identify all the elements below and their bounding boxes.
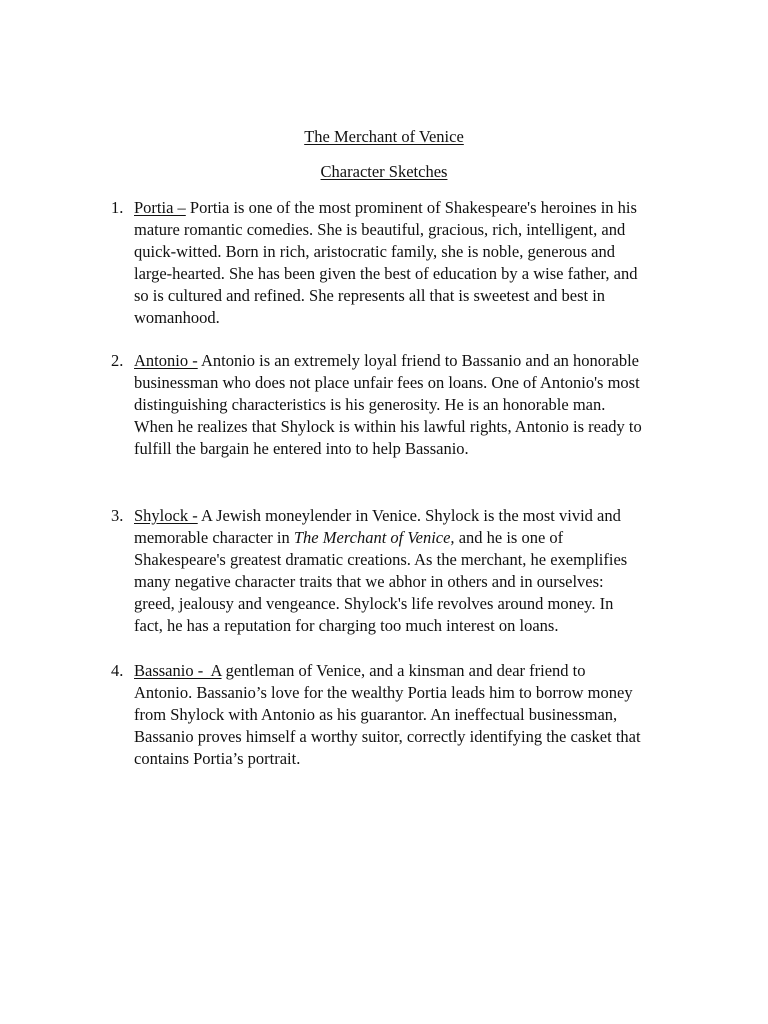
text-line: so is cultured and refined. She represents all that is sweetest and best in xyxy=(134,286,606,305)
text-line: When he realizes that Shylock is within his lawful rights, Antonio is ready to xyxy=(134,417,642,436)
text-line: many negative character traits that we abhor in others and in ourselves: xyxy=(134,572,604,591)
item-number: 3. xyxy=(111,506,124,525)
text-line: businessman who does not place unfair fees on loans. One of Antonio's most xyxy=(134,373,640,392)
text-line: quick-witted. Born in rich, aristocratic family, she is noble, generous and xyxy=(134,242,615,261)
text-line: mature romantic comedies. She is beautiful, gracious, rich, intelligent, and xyxy=(134,220,626,239)
text-line: A Jewish moneylender in Venice. Shylock is the most vivid and xyxy=(200,506,621,525)
text-line: Portia is one of the most prominent of Shakespeare's heroines in his xyxy=(189,198,637,217)
character-name: Bassanio - A xyxy=(134,661,222,680)
character-sketch-antonio xyxy=(111,350,691,460)
character-name: Shylock - xyxy=(134,506,198,525)
text-line: greed, jealousy and vengeance. Shylock's life revolves around money. In xyxy=(134,594,614,613)
character-heading xyxy=(111,661,222,680)
text-line xyxy=(111,527,691,549)
play-title-italic: The Merchant of Venice, xyxy=(293,528,455,547)
text-line: fulfill the bargain he entered into to help Bassanio. xyxy=(134,439,469,458)
text-line: from Shylock with Antonio as his guarantor. An ineffectual businessman, xyxy=(134,705,618,724)
text-line: Bassanio proves himself a worthy suitor, correctly identifying the casket that xyxy=(134,727,641,746)
document-title: The Merchant of Venice xyxy=(304,127,464,146)
character-heading xyxy=(111,198,186,217)
character-name: Portia – xyxy=(134,198,186,217)
text-line: Antonio is an extremely loyal friend to Bassanio and an honorable xyxy=(200,351,639,370)
text-segment: and he is one of xyxy=(454,528,564,547)
text-line: gentleman of Venice, and a kinsman and dear friend to xyxy=(225,661,586,680)
character-heading xyxy=(111,506,198,525)
list-item-first-line xyxy=(111,505,691,527)
character-sketch-bassanio xyxy=(111,660,691,770)
document-subtitle: Character Sketches xyxy=(320,162,448,181)
list-item-first-line xyxy=(111,197,691,219)
list-item-first-line xyxy=(111,660,691,682)
character-sketch-portia xyxy=(111,197,691,329)
item-number: 1. xyxy=(111,198,124,217)
text-line: large-hearted. She has been given the best of education by a wise father, and xyxy=(134,264,638,283)
list-item-first-line xyxy=(111,350,691,372)
text-line: Antonio. Bassanio’s love for the wealthy Portia leads him to borrow money xyxy=(134,683,633,702)
text-line: womanhood. xyxy=(134,308,220,327)
item-number: 2. xyxy=(111,351,124,370)
text-line: contains Portia’s portrait. xyxy=(134,749,301,768)
text-segment: memorable character in xyxy=(134,528,294,547)
item-number: 4. xyxy=(111,661,124,680)
text-line: distinguishing characteristics is his generosity. He is an honorable man. xyxy=(134,395,606,414)
text-line: Shakespeare's greatest dramatic creations. As the merchant, he exemplifies xyxy=(134,550,628,569)
character-name: Antonio - xyxy=(134,351,198,370)
character-sketch-shylock xyxy=(111,505,691,637)
character-heading xyxy=(111,351,198,370)
text-line: fact, he has a reputation for charging too much interest on loans. xyxy=(134,616,559,635)
